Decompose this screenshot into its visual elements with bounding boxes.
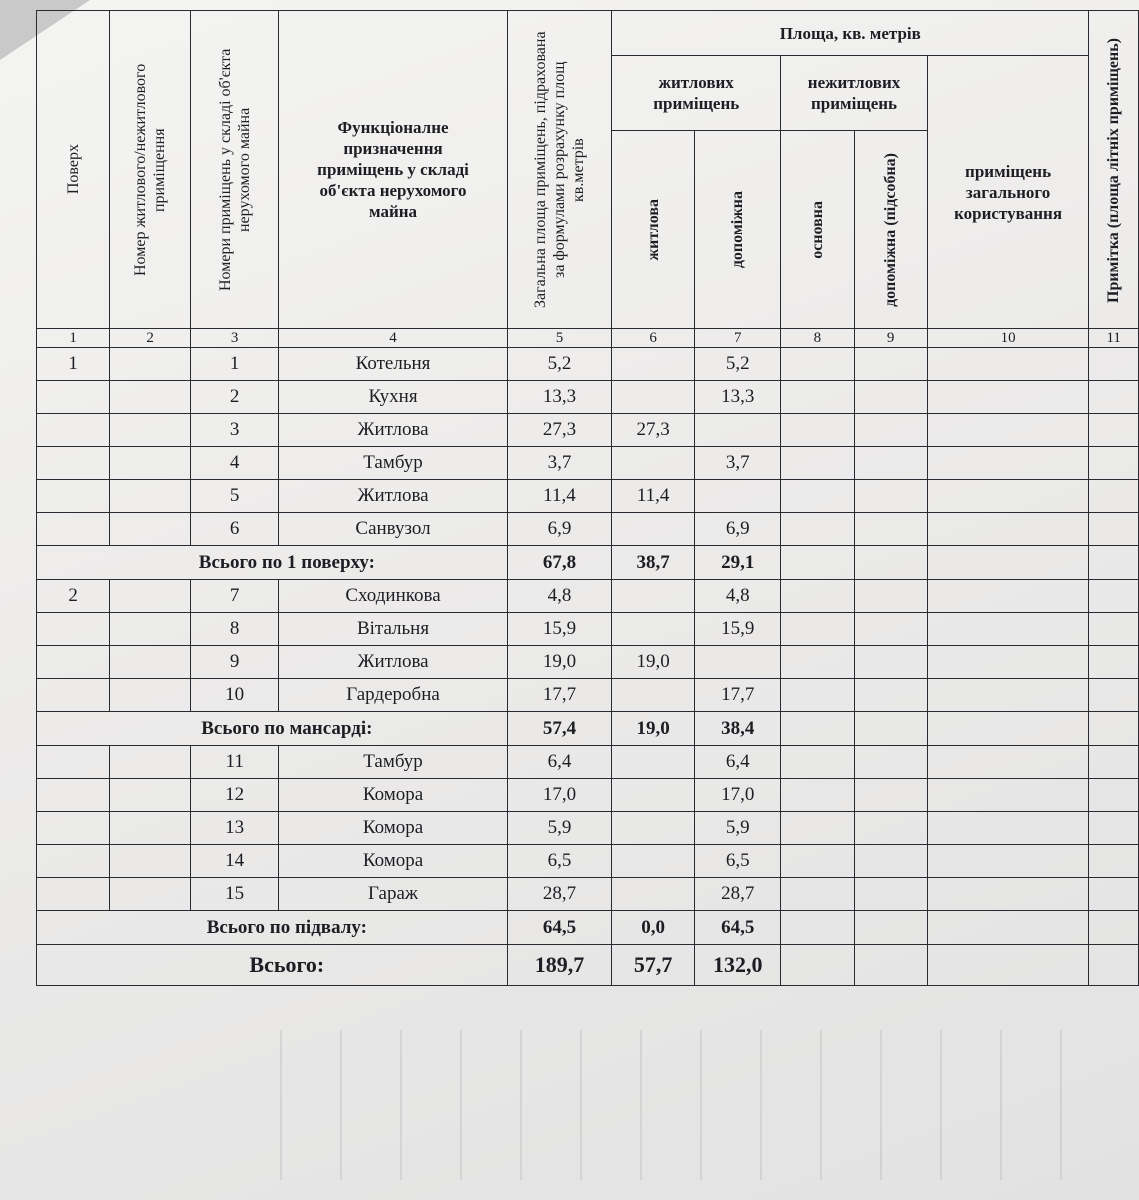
room-name-cell: Вітальня — [279, 613, 507, 646]
aux-area-cell — [695, 414, 781, 447]
room-number-cell: 11 — [191, 746, 279, 779]
aux-area-cell: 28,7 — [695, 878, 781, 911]
total-area-cell: 28,7 — [507, 878, 611, 911]
floor-cell — [37, 878, 110, 911]
header-room-numbers — [191, 11, 279, 329]
bleed-through-texture — [280, 1030, 1100, 1180]
unit-number-cell — [110, 746, 191, 779]
aux-area-cell: 6,9 — [695, 513, 781, 546]
column-number-row — [37, 329, 1139, 348]
table-row — [37, 812, 1139, 845]
empty-cell — [1089, 513, 1139, 546]
subtotal-aux: 29,1 — [695, 546, 781, 580]
floor-cell — [37, 679, 110, 712]
room-number-cell: 9 — [191, 646, 279, 679]
empty-cell — [781, 712, 854, 746]
subtotal-aux: 38,4 — [695, 712, 781, 746]
col-num: 1 — [37, 329, 110, 348]
room-number-cell: 10 — [191, 679, 279, 712]
empty-cell — [781, 911, 854, 945]
empty-cell — [854, 613, 927, 646]
room-number-cell: 6 — [191, 513, 279, 546]
floor-cell — [37, 845, 110, 878]
room-name-cell: Санвузол — [279, 513, 507, 546]
unit-number-cell — [110, 679, 191, 712]
total-area-cell: 5,9 — [507, 812, 611, 845]
col-num: 3 — [191, 329, 279, 348]
empty-cell — [927, 945, 1089, 986]
unit-number-cell — [110, 513, 191, 546]
floor-cell — [37, 447, 110, 480]
empty-cell — [927, 746, 1089, 779]
unit-number-cell — [110, 447, 191, 480]
empty-cell — [927, 381, 1089, 414]
empty-cell — [1089, 348, 1139, 381]
aux-area-cell: 17,0 — [695, 779, 781, 812]
room-number-cell: 4 — [191, 447, 279, 480]
empty-cell — [927, 878, 1089, 911]
room-name-cell: Тамбур — [279, 746, 507, 779]
empty-cell — [927, 580, 1089, 613]
table-row — [37, 746, 1139, 779]
living-area-cell — [612, 878, 695, 911]
total-area-cell: 6,4 — [507, 746, 611, 779]
living-area-cell: 19,0 — [612, 646, 695, 679]
table-row — [37, 447, 1139, 480]
header-total-area — [507, 11, 611, 329]
empty-cell — [854, 646, 927, 679]
subtotal-total: 189,7 — [507, 945, 611, 986]
aux-area-cell: 15,9 — [695, 613, 781, 646]
empty-cell — [1089, 546, 1139, 580]
empty-cell — [854, 812, 927, 845]
subtotal-label: Всього по підвалу: — [37, 911, 508, 945]
empty-cell — [781, 679, 854, 712]
header-function: Функціоналне призначення приміщень у складі об'єкта нерухомого майна — [279, 11, 507, 329]
total-area-cell: 17,7 — [507, 679, 611, 712]
col-num: 7 — [695, 329, 781, 348]
living-area-cell — [612, 381, 695, 414]
empty-cell — [781, 812, 854, 845]
empty-cell — [927, 712, 1089, 746]
table-row — [37, 348, 1139, 381]
unit-number-cell — [110, 480, 191, 513]
floor-cell: 2 — [37, 580, 110, 613]
empty-cell — [854, 348, 927, 381]
unit-number-cell — [110, 348, 191, 381]
empty-cell — [854, 746, 927, 779]
total-area-cell: 5,2 — [507, 348, 611, 381]
table-header — [37, 11, 1139, 348]
empty-cell — [854, 414, 927, 447]
empty-cell — [1089, 580, 1139, 613]
floor-cell — [37, 381, 110, 414]
subtotal-living: 38,7 — [612, 546, 695, 580]
unit-number-cell — [110, 845, 191, 878]
empty-cell — [927, 414, 1089, 447]
empty-cell — [1089, 911, 1139, 945]
empty-cell — [1089, 779, 1139, 812]
col-num: 9 — [854, 329, 927, 348]
empty-cell — [854, 845, 927, 878]
subtotal-row — [37, 712, 1139, 746]
table-row — [37, 779, 1139, 812]
living-area-cell — [612, 812, 695, 845]
aux-area-cell: 17,7 — [695, 679, 781, 712]
empty-cell — [781, 779, 854, 812]
floor-cell — [37, 480, 110, 513]
col-num: 5 — [507, 329, 611, 348]
empty-cell — [1089, 447, 1139, 480]
header-note — [1089, 11, 1139, 329]
total-area-cell: 3,7 — [507, 447, 611, 480]
empty-cell — [781, 546, 854, 580]
table-row — [37, 480, 1139, 513]
table-row — [37, 580, 1139, 613]
unit-number-cell — [110, 613, 191, 646]
empty-cell — [781, 414, 854, 447]
room-name-cell: Комора — [279, 779, 507, 812]
unit-number-cell — [110, 646, 191, 679]
empty-cell — [854, 513, 927, 546]
floor-cell: 1 — [37, 348, 110, 381]
total-area-cell: 6,9 — [507, 513, 611, 546]
room-name-cell: Житлова — [279, 414, 507, 447]
floor-cell — [37, 779, 110, 812]
header-floor — [37, 11, 110, 329]
living-area-cell — [612, 679, 695, 712]
subtotal-row — [37, 911, 1139, 945]
living-area-cell — [612, 746, 695, 779]
empty-cell — [854, 447, 927, 480]
subtotal-label: Всього по мансарді: — [37, 712, 508, 746]
subtotal-total: 67,8 — [507, 546, 611, 580]
empty-cell — [781, 348, 854, 381]
unit-number-cell — [110, 812, 191, 845]
empty-cell — [781, 447, 854, 480]
unit-number-cell — [110, 414, 191, 447]
living-area-cell — [612, 779, 695, 812]
room-number-cell: 7 — [191, 580, 279, 613]
empty-cell — [1089, 746, 1139, 779]
total-area-cell: 27,3 — [507, 414, 611, 447]
living-area-cell: 27,3 — [612, 414, 695, 447]
empty-cell — [927, 646, 1089, 679]
subtotal-living: 0,0 — [612, 911, 695, 945]
total-area-cell: 15,9 — [507, 613, 611, 646]
room-name-cell: Котельня — [279, 348, 507, 381]
empty-cell — [781, 381, 854, 414]
empty-cell — [1089, 414, 1139, 447]
header-auxiliary-text: допоміжна — [729, 190, 747, 269]
aux-area-cell: 3,7 — [695, 447, 781, 480]
total-area-cell: 17,0 — [507, 779, 611, 812]
empty-cell — [927, 447, 1089, 480]
room-name-cell: Сходинкова — [279, 580, 507, 613]
table-row — [37, 679, 1139, 712]
aux-area-cell — [695, 646, 781, 679]
empty-cell — [1089, 878, 1139, 911]
empty-cell — [927, 911, 1089, 945]
col-num: 10 — [927, 329, 1089, 348]
empty-cell — [781, 613, 854, 646]
header-main-text: основна — [808, 200, 826, 259]
col-num: 11 — [1089, 329, 1139, 348]
empty-cell — [781, 746, 854, 779]
header-note-text: Примітка (площа літніх приміщень) — [1105, 37, 1123, 303]
unit-number-cell — [110, 580, 191, 613]
empty-cell — [1089, 679, 1139, 712]
empty-cell — [1089, 613, 1139, 646]
empty-cell — [1089, 812, 1139, 845]
total-area-cell: 19,0 — [507, 646, 611, 679]
header-main — [781, 131, 854, 329]
living-area-cell — [612, 348, 695, 381]
empty-cell — [854, 712, 927, 746]
table-body — [37, 348, 1139, 986]
room-name-cell: Комора — [279, 812, 507, 845]
empty-cell — [781, 480, 854, 513]
header-area-group: Площа, кв. метрів — [612, 11, 1089, 56]
aux-area-cell: 6,4 — [695, 746, 781, 779]
room-number-cell: 12 — [191, 779, 279, 812]
floor-cell — [37, 513, 110, 546]
empty-cell — [781, 878, 854, 911]
room-name-cell: Гараж — [279, 878, 507, 911]
subtotal-total: 64,5 — [507, 911, 611, 945]
floor-cell — [37, 746, 110, 779]
empty-cell — [781, 646, 854, 679]
aux-area-cell: 4,8 — [695, 580, 781, 613]
empty-cell — [1089, 712, 1139, 746]
empty-cell — [781, 945, 854, 986]
empty-cell — [1089, 480, 1139, 513]
empty-cell — [854, 911, 927, 945]
subtotal-living: 19,0 — [612, 712, 695, 746]
empty-cell — [927, 348, 1089, 381]
empty-cell — [927, 513, 1089, 546]
subtotal-label: Всього: — [37, 945, 508, 986]
floor-cell — [37, 812, 110, 845]
room-number-cell: 13 — [191, 812, 279, 845]
total-area-cell: 4,8 — [507, 580, 611, 613]
subtotal-aux: 64,5 — [695, 911, 781, 945]
subtotal-row — [37, 546, 1139, 580]
header-residential-group: житлових приміщень — [612, 56, 781, 131]
header-unit-number-text: Номер житлового/нежитлового приміщення — [132, 63, 169, 276]
empty-cell — [927, 812, 1089, 845]
empty-cell — [1089, 945, 1139, 986]
subtotal-row — [37, 945, 1139, 986]
header-living-text: житлова — [644, 198, 662, 261]
table-row — [37, 845, 1139, 878]
subtotal-living: 57,7 — [612, 945, 695, 986]
table-row — [37, 878, 1139, 911]
room-number-cell: 3 — [191, 414, 279, 447]
table-row — [37, 381, 1139, 414]
empty-cell — [854, 546, 927, 580]
empty-cell — [854, 945, 927, 986]
living-area-cell — [612, 580, 695, 613]
room-name-cell: Гардеробна — [279, 679, 507, 712]
room-name-cell: Тамбур — [279, 447, 507, 480]
aux-area-cell — [695, 480, 781, 513]
col-num: 8 — [781, 329, 854, 348]
total-area-cell: 6,5 — [507, 845, 611, 878]
living-area-cell — [612, 513, 695, 546]
table-row — [37, 613, 1139, 646]
room-number-cell: 14 — [191, 845, 279, 878]
room-name-cell: Кухня — [279, 381, 507, 414]
empty-cell — [854, 779, 927, 812]
floor-cell — [37, 414, 110, 447]
aux-area-cell: 5,2 — [695, 348, 781, 381]
empty-cell — [781, 580, 854, 613]
total-area-cell: 11,4 — [507, 480, 611, 513]
aux-area-cell: 13,3 — [695, 381, 781, 414]
living-area-cell — [612, 845, 695, 878]
table-row — [37, 513, 1139, 546]
header-unit-number — [110, 11, 191, 329]
aux-area-cell: 6,5 — [695, 845, 781, 878]
living-area-cell — [612, 613, 695, 646]
room-number-cell: 8 — [191, 613, 279, 646]
empty-cell — [927, 546, 1089, 580]
header-floor-text: Поверх — [64, 144, 82, 195]
header-aux-utility — [854, 131, 927, 329]
room-number-cell: 15 — [191, 878, 279, 911]
table-row — [37, 414, 1139, 447]
room-number-cell: 5 — [191, 480, 279, 513]
empty-cell — [854, 878, 927, 911]
aux-area-cell: 5,9 — [695, 812, 781, 845]
empty-cell — [781, 845, 854, 878]
total-area-cell: 13,3 — [507, 381, 611, 414]
empty-cell — [1089, 381, 1139, 414]
living-area-cell: 11,4 — [612, 480, 695, 513]
header-aux-utility-text: допоміжна (підсобна) — [882, 152, 900, 307]
empty-cell — [781, 513, 854, 546]
col-num: 4 — [279, 329, 507, 348]
unit-number-cell — [110, 381, 191, 414]
table-row — [37, 646, 1139, 679]
empty-cell — [927, 679, 1089, 712]
empty-cell — [927, 779, 1089, 812]
header-room-numbers-text: Номери приміщень у складі об'єкта нерухомого майна — [216, 48, 253, 291]
col-num: 6 — [612, 329, 695, 348]
header-living — [612, 131, 695, 329]
empty-cell — [927, 845, 1089, 878]
room-name-cell: Житлова — [279, 480, 507, 513]
empty-cell — [854, 480, 927, 513]
header-nonresidential-group: нежитлових приміщень — [781, 56, 927, 131]
empty-cell — [1089, 845, 1139, 878]
header-total-area-text: Загальна площа приміщень, підрахована за формулами розрахунку площ кв.метрів — [531, 31, 587, 308]
area-explication-table — [36, 10, 1139, 986]
empty-cell — [854, 580, 927, 613]
room-name-cell: Комора — [279, 845, 507, 878]
subtotal-aux: 132,0 — [695, 945, 781, 986]
empty-cell — [854, 381, 927, 414]
empty-cell — [927, 480, 1089, 513]
room-number-cell: 1 — [191, 348, 279, 381]
living-area-cell — [612, 447, 695, 480]
col-num: 2 — [110, 329, 191, 348]
room-number-cell: 2 — [191, 381, 279, 414]
header-common-use: приміщень загального користування — [927, 56, 1089, 329]
floor-cell — [37, 613, 110, 646]
unit-number-cell — [110, 779, 191, 812]
header-auxiliary — [695, 131, 781, 329]
empty-cell — [927, 613, 1089, 646]
empty-cell — [854, 679, 927, 712]
room-name-cell: Житлова — [279, 646, 507, 679]
subtotal-label: Всього по 1 поверху: — [37, 546, 508, 580]
floor-cell — [37, 646, 110, 679]
empty-cell — [1089, 646, 1139, 679]
unit-number-cell — [110, 878, 191, 911]
subtotal-total: 57,4 — [507, 712, 611, 746]
